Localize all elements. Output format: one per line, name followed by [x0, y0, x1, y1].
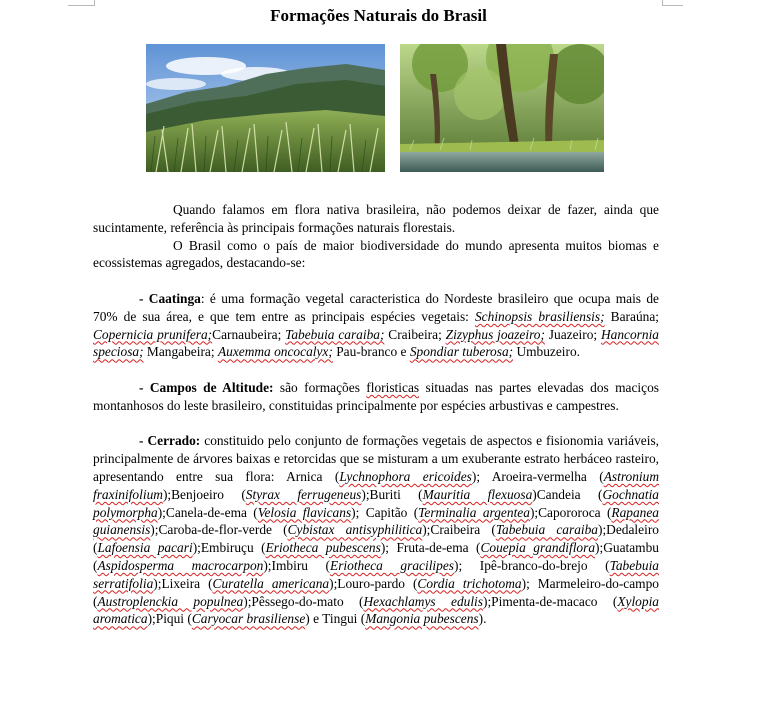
species-name: Schinopsis brasiliensis; — [474, 308, 605, 324]
species-name: Auxemma oncocalyx; — [217, 344, 333, 360]
species-name: Astronium fraxinifolium — [93, 468, 660, 502]
mountain-landscape-photo — [146, 44, 385, 172]
species-name: Caryocar brasiliense — [191, 611, 306, 627]
species-name: Lafoensia pacari — [97, 540, 193, 556]
species-name: Zizyphus joazeiro; — [445, 326, 545, 342]
species-name: Eriotheca gracilipes — [330, 557, 454, 573]
species-name: Mangonia pubescens — [365, 611, 479, 627]
species-name: Tabebuia serratifolia — [93, 557, 659, 591]
intro-paragraph-1: Quando falamos em flora nativa brasileira, não podemos deixar de fazer, ainda que sucintamente, referência às principais formações naturais florestais. — [93, 202, 659, 235]
species-name: Lychnophora ericoides — [339, 468, 472, 484]
caatinga-heading: - Caatinga — [139, 290, 201, 306]
cerrado-paragraph: - Cerrado: constituido pelo conjunto de formações vegetais de aspectos e fisionomia variáveis, principalmente de árvores baixas e retorcidas que se misturam a um exuberante estrato herbáceo rasteiro, apresentando entre sua flora: Arnica (Lychnophora ericoides); Aroeira-vermelha (Astronium fraxinifolium);Benjoeiro (Styrax ferrugeneus);Buriti (Mauritia flexuosa)Candeia (Gochnatia polymorpha);Canela-de-ema (Velosia flavicans); Capitão (Terminalia argentea);Capororoca (Rapanea guianensis);Caroba-de-flor-verde (Cybistax antisyphilitica);Craibeira (Tabebuia caraiba);Dedaleiro (Lafoensia pacari);Embiruçu (Eriotheca pubescens); Fruta-de-ema (Couepia grandiflora);Guatambu (Aspidosperma macrocarpon);Imbiru (Eriotheca gracilipes); Ipê-branco-do-brejo (Tabebuia serratifolia);Lixeira (Curatella americana);Louro-pardo (Cordia trichotoma); Marmeleiro-do-campo (Austroplenckia populnea);Pêssego-do-mato (Hexachlamys edulis);Pimenta-de-macaco (Xylopia aromatica);Piqui (Caryocar brasiliense) e Tingui (Mangonia pubescens). — [93, 433, 660, 627]
species-name: Rapanea guianensis — [93, 504, 660, 538]
species-name: Curatella americana — [212, 575, 330, 591]
species-name: Hancornia speciosa; — [93, 326, 659, 360]
species-name: Velosia flavicans — [257, 504, 352, 520]
species-name: Couepia grandiflora — [480, 540, 596, 556]
document-body — [93, 201, 659, 628]
spell-error-word: floristicas — [366, 379, 420, 395]
species-name: Spondiar tuberosa; — [409, 344, 514, 360]
species-name: Gochnatia polymorpha — [93, 486, 659, 520]
species-name: Aspidosperma macrocarpon — [97, 557, 264, 573]
intro-paragraph-2: O Brasil como o país de maior biodiversidade do mundo apresenta muitos biomas e ecossistemas agregados, destacando-se: — [93, 237, 659, 271]
species-name: Austroplenckia populnea — [97, 593, 244, 609]
species-name: Cordia trichotoma — [417, 575, 522, 591]
species-name: Mauritia flexuosa — [422, 486, 533, 502]
campos-paragraph: - Campos de Altitude: são formações floristicas situadas nas partes elevadas dos maciços montanhosos do leste brasileiro, constituidas principalmente por espécies arbustivas e campestres. — [93, 379, 659, 413]
species-name: Terminalia argentea — [418, 504, 530, 520]
caatinga-paragraph: - Caatinga: é uma formação vegetal caracteristica do Nordeste brasileiro que ocupa mais de 70% de sua área, e que tem entre as principais espécies vegetais: Schinopsis brasiliensis; Baraúna; Copernicia prunifera;Carnaubeira; Tabebuia caraiba; Craibeira; Zizyphus joazeiro; Juazeiro; Hancornia speciosa; Mangabeira; Auxemma oncocalyx; Pau-branco e Spondiar tuberosa; Umbuzeiro. — [93, 290, 659, 360]
species-name: Cybistax antisyphilitica — [287, 522, 423, 538]
campos-heading: - Campos de Altitude: — [139, 379, 274, 395]
page-title: Formações Naturais do Brasil — [270, 6, 487, 25]
species-name: Tabebuia caraiba; — [285, 326, 385, 342]
species-name: Xylopia aromatica — [93, 593, 659, 627]
species-name: Eriotheca pubescens — [265, 540, 381, 556]
cerrado-heading: - Cerrado: — [139, 433, 201, 449]
species-name: Hexachlamys edulis — [363, 593, 483, 609]
species-name: Copernicia prunifera; — [93, 326, 213, 342]
species-name: Tabebuia caraiba — [495, 522, 598, 538]
forest-river-photo — [400, 44, 604, 172]
species-name: Styrax ferrugeneus — [245, 486, 362, 502]
